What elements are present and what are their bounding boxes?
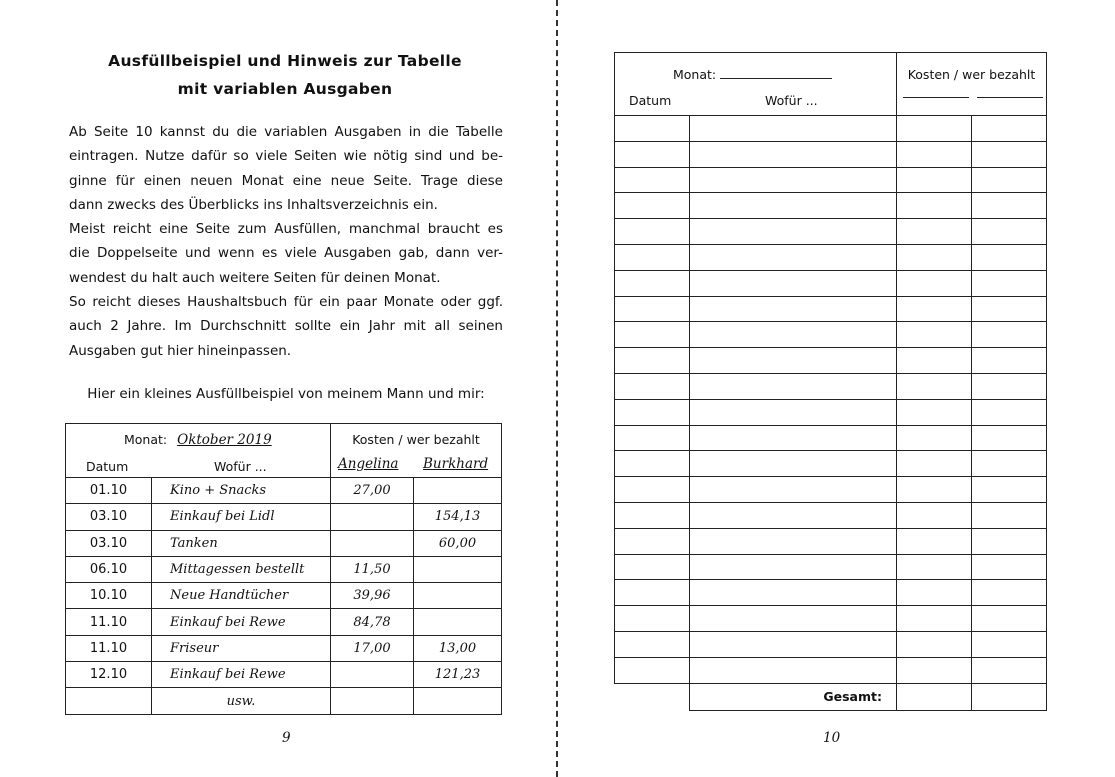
table-cell [66,688,152,714]
instructions-paragraph [69,120,503,363]
blank-cell [972,631,1047,657]
row-amount-payer-1 [331,530,414,556]
row-date: 11.10 [66,609,152,635]
blank-cell [690,554,897,580]
blank-cell [690,322,897,348]
blank-row [615,580,1047,606]
blank-cell [897,502,972,528]
blank-cell [690,657,897,683]
table-row [66,609,502,635]
example-header-right [331,424,502,478]
blank-cell [690,141,897,167]
page-title-line-2: mit variablen Ausgaben [177,80,393,98]
blank-row [615,425,1047,451]
blank-cell [972,116,1047,142]
row-date: 03.10 [66,504,152,530]
blank-cell [615,193,690,219]
blank-cell [690,528,897,554]
paragraph-line: Ausgaben gut hier hineinpassen. [69,342,292,359]
etc-label: usw. [152,688,331,714]
total-cell-1 [897,683,972,710]
blank-cell [615,502,690,528]
month-field [124,432,272,448]
blank-cell [897,270,972,296]
table-row [66,504,502,530]
blank-cell [972,167,1047,193]
table-row [66,556,502,582]
blank-cell [690,373,897,399]
blank-cell [690,219,897,245]
blank-cell [972,193,1047,219]
blank-cell [690,580,897,606]
row-amount-payer-2 [414,583,502,609]
blank-cell [897,373,972,399]
blank-row [615,554,1047,580]
blank-row [615,322,1047,348]
blank-cell [615,141,690,167]
payer-1-name: Angelina [338,456,399,472]
blank-cell [690,425,897,451]
blank-cell [897,141,972,167]
blank-cell [972,477,1047,503]
blank-cell [615,425,690,451]
page-divider [556,0,558,777]
table-row [66,478,502,504]
blank-cell [972,528,1047,554]
blank-cell [972,296,1047,322]
table-row [66,530,502,556]
blank-cell [897,451,972,477]
paragraph-line: ginne für einen neuen Monat eine neue Seite. Trage diese [69,172,503,189]
month-blank-line [720,69,832,79]
paragraph-line: dann zwecks des Überblicks ins Inhaltsverzeichnis ein. [69,196,438,213]
page-number-left: 9 [282,730,291,746]
blank-cell [897,425,972,451]
blank-row [615,270,1047,296]
blank-cell [615,631,690,657]
blank-cell [690,167,897,193]
blank-row [615,657,1047,683]
example-intro: Hier ein kleines Ausfüllbeispiel von meinem Mann und mir: [87,386,485,402]
example-expense-table [65,423,502,715]
blank-row [615,502,1047,528]
left-page [0,0,556,777]
row-purpose: Kino + Snacks [152,478,331,504]
row-amount-payer-1: 11,50 [331,556,414,582]
blank-cell [972,502,1047,528]
row-amount-payer-1 [331,662,414,688]
blank-cell [615,322,690,348]
blank-cell [615,373,690,399]
row-amount-payer-1: 84,78 [331,609,414,635]
blank-row [615,399,1047,425]
row-date: 11.10 [66,635,152,661]
blank-cell [972,141,1047,167]
row-date: 01.10 [66,478,152,504]
row-date: 10.10 [66,583,152,609]
row-amount-payer-1: 17,00 [331,635,414,661]
blank-cell [690,296,897,322]
blank-row [615,193,1047,219]
table-row [66,583,502,609]
costs-header: Kosten / wer bezahlt [352,432,480,447]
blank-row [615,631,1047,657]
blank-row [615,141,1047,167]
blank-cell [615,296,690,322]
blank-cell [897,116,972,142]
blank-cell [690,477,897,503]
row-purpose: Mittagessen bestellt [152,556,331,582]
month-value: Oktober 2019 [177,432,272,448]
blank-cell [897,399,972,425]
blank-row [615,244,1047,270]
date-column-header: Datum [86,459,129,474]
blank-row [615,373,1047,399]
blank-cell [615,451,690,477]
row-amount-payer-2: 154,13 [414,504,502,530]
month-label: Monat: [124,432,168,447]
paragraph-line: auch 2 Jahre. Im Durchschnitt sollte ein Jahr mit all seinen [69,318,503,335]
blank-cell [897,477,972,503]
row-amount-payer-2: 60,00 [414,530,502,556]
blank-row [615,528,1047,554]
blank-cell [897,606,972,632]
blank-cell [615,167,690,193]
blank-cell [690,193,897,219]
blank-cell [897,322,972,348]
blank-cell [690,451,897,477]
blank-cell [897,219,972,245]
blank-row [615,451,1047,477]
page-number-right: 10 [823,730,841,746]
row-purpose: Tanken [152,530,331,556]
paragraph-line: Ab Seite 10 kannst du die variablen Ausgaben in die Tabelle [69,124,503,140]
blank-cell [897,528,972,554]
purpose-column-header: Wofür ... [214,459,267,474]
blank-cell [690,116,897,142]
blank-row [615,116,1047,142]
blank-cell [690,348,897,374]
paragraph-line: die Doppelseite und wenn es viele Ausgaben gab, dann ver- [69,245,503,262]
table-cell [615,683,690,710]
blank-row [615,348,1047,374]
blank-row [615,219,1047,245]
blank-cell [615,116,690,142]
blank-cell [615,219,690,245]
blank-cell [690,399,897,425]
blank-cell [972,657,1047,683]
blank-cell [897,657,972,683]
table-cell [414,688,502,714]
blank-cell [972,348,1047,374]
example-header-left [66,424,331,478]
blank-cell [615,657,690,683]
row-date: 12.10 [66,662,152,688]
table-cell [331,688,414,714]
blank-cell [897,167,972,193]
blank-cell [615,348,690,374]
row-amount-payer-2: 121,23 [414,662,502,688]
blank-cell [690,270,897,296]
blank-cell [615,606,690,632]
paragraph-line: wendest du halt auch weitere Seiten für deinen Monat. [69,269,441,286]
blank-header-left [615,53,897,116]
row-amount-payer-2 [414,609,502,635]
blank-header-right [897,53,1047,116]
page-title-line-1: Ausfüllbeispiel und Hinweis zur Tabelle [108,52,462,70]
blank-row [615,296,1047,322]
blank-cell [615,270,690,296]
blank-cell [897,244,972,270]
blank-cell [972,219,1047,245]
blank-cell [972,270,1047,296]
blank-cell [690,244,897,270]
purpose-column-header: Wofür ... [765,93,818,108]
blank-cell [690,631,897,657]
blank-cell [897,554,972,580]
row-amount-payer-2 [414,478,502,504]
blank-cell [897,193,972,219]
blank-row [615,167,1047,193]
blank-cell [972,554,1047,580]
row-purpose: Neue Handtücher [152,583,331,609]
table-row [66,662,502,688]
payer-2-blank-line [977,97,1043,98]
payer-1-blank-line [903,97,969,98]
table-row [66,635,502,661]
blank-cell [972,244,1047,270]
blank-cell [972,373,1047,399]
blank-cell [690,606,897,632]
total-label: Gesamt: [690,683,897,710]
row-purpose: Einkauf bei Rewe [152,609,331,635]
blank-expense-table [614,52,1047,711]
blank-cell [615,477,690,503]
payer-2-name: Burkhard [423,456,489,472]
row-purpose: Friseur [152,635,331,661]
blank-row [615,606,1047,632]
blank-cell [897,348,972,374]
blank-cell [972,580,1047,606]
blank-cell [897,631,972,657]
blank-row [615,477,1047,503]
date-column-header: Datum [629,93,672,108]
blank-cell [972,451,1047,477]
blank-cell [615,554,690,580]
total-cell-2 [972,683,1047,710]
row-amount-payer-1 [331,504,414,530]
row-date: 03.10 [66,530,152,556]
row-purpose: Einkauf bei Lidl [152,504,331,530]
row-amount-payer-2 [414,556,502,582]
blank-cell [615,528,690,554]
blank-cell [972,425,1047,451]
blank-cell [615,399,690,425]
row-amount-payer-1: 39,96 [331,583,414,609]
blank-cell [972,399,1047,425]
row-purpose: Einkauf bei Rewe [152,662,331,688]
month-field [673,67,832,82]
paragraph-line: So reicht dieses Haushaltsbuch für ein paar Monate oder ggf. [69,294,503,311]
blank-cell [690,502,897,528]
blank-cell [972,322,1047,348]
costs-header: Kosten / wer bezahlt [907,67,1036,82]
month-label: Monat: [673,67,717,82]
blank-cell [897,296,972,322]
paragraph-line: Meist reicht eine Seite zum Ausfüllen, manchmal braucht es [69,221,503,238]
blank-cell [615,244,690,270]
row-date: 06.10 [66,556,152,582]
paragraph-line: eintragen. Nutze dafür so viele Seiten wie nötig sind und be- [69,148,503,165]
blank-cell [897,580,972,606]
row-amount-payer-1: 27,00 [331,478,414,504]
blank-cell [615,580,690,606]
row-amount-payer-2: 13,00 [414,635,502,661]
blank-cell [972,606,1047,632]
